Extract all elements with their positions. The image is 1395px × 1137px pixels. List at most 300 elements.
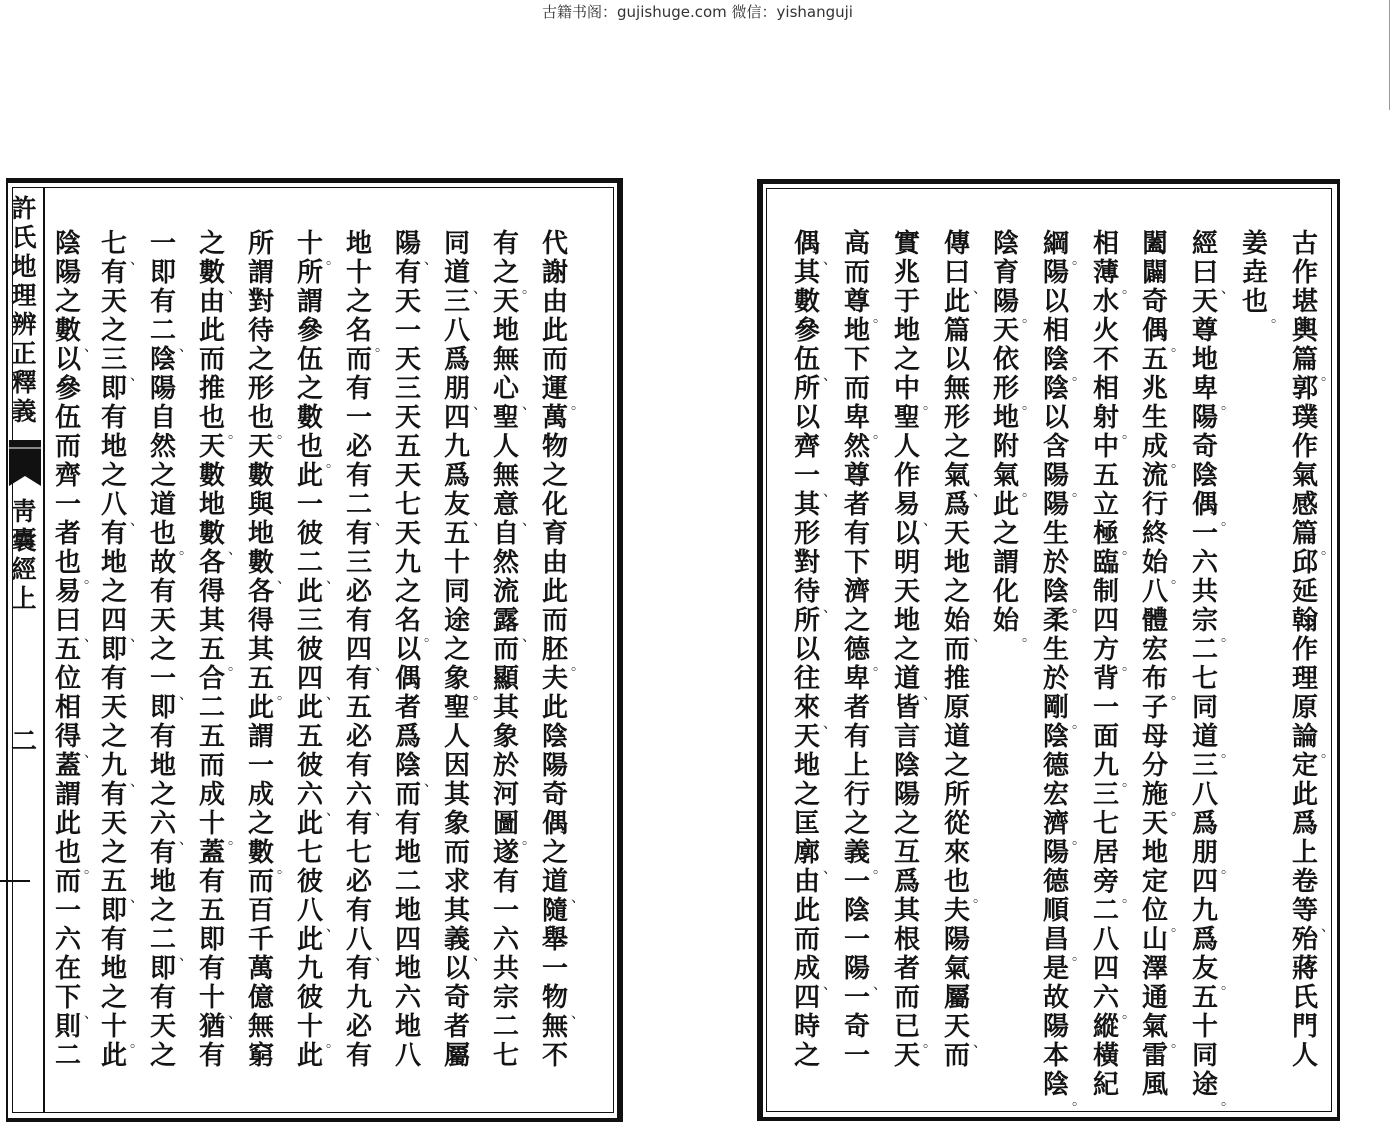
text-column — [92, 229, 144, 1071]
character: 之 — [992, 519, 1019, 549]
character: 有 — [149, 287, 176, 317]
character: 育 — [541, 519, 568, 549]
character: 氏 — [11, 223, 37, 252]
character: 道 、 — [541, 867, 585, 906]
character: 彼 — [296, 751, 323, 781]
character: 此 — [296, 1041, 323, 1071]
character: 即 — [149, 258, 176, 288]
character: 陰 — [1042, 374, 1069, 404]
character: 名 。 — [394, 606, 438, 645]
character: 義 — [11, 397, 37, 426]
character: 齊 — [793, 432, 820, 462]
character: 推 — [943, 664, 970, 694]
character: 七 、 — [100, 229, 144, 268]
character: 其 — [793, 258, 820, 288]
character: 九 、 — [100, 751, 144, 790]
character: 行 — [843, 780, 870, 810]
character: 十 。 — [296, 229, 340, 268]
punctuation-mark: 。 — [277, 687, 291, 703]
character: 而 — [54, 432, 81, 462]
character: 齊 — [54, 461, 81, 491]
character: 有 — [149, 577, 176, 607]
text-column — [435, 229, 487, 1071]
character: 四 — [443, 403, 470, 433]
character: 二 、 — [296, 548, 340, 587]
character: 一 — [296, 490, 323, 520]
character: 共 — [1191, 577, 1218, 607]
character: 爲 — [394, 722, 421, 752]
character: 有 — [345, 1041, 372, 1071]
character: 八 — [1141, 577, 1168, 607]
punctuation-mark: 、 — [923, 513, 937, 529]
character: 然 — [843, 432, 870, 462]
text-column — [239, 229, 291, 1071]
character: 一 — [492, 896, 519, 926]
character: 此 — [943, 287, 970, 317]
character: 四 — [1191, 867, 1218, 897]
character: 言 — [893, 722, 920, 752]
character: 有 — [394, 258, 421, 288]
character: 之 — [100, 461, 127, 491]
character: 地 — [345, 229, 372, 259]
character: 奇 — [1141, 287, 1168, 317]
punctuation-mark: 、 — [522, 397, 536, 413]
character: 二 — [492, 1012, 519, 1042]
character: 而 — [541, 345, 568, 375]
character: 六 、 — [345, 780, 389, 819]
character: 經 — [11, 555, 37, 584]
character: 天 — [149, 1012, 176, 1042]
character: 象 — [443, 809, 470, 839]
character: 無 — [492, 461, 519, 491]
character: 形 — [793, 519, 820, 549]
character: 有 — [345, 896, 372, 926]
character: 五 — [394, 432, 421, 462]
character: 形 — [943, 403, 970, 433]
character: 五 。 — [198, 635, 242, 674]
punctuation-mark: 、 — [375, 948, 389, 964]
punctuation-mark: 、 — [823, 977, 837, 993]
character: 成 、 — [793, 954, 837, 993]
character: 有 — [198, 1041, 225, 1071]
character: 原 — [1291, 693, 1318, 723]
character: 有 — [843, 722, 870, 752]
punctuation-mark: 、 — [375, 513, 389, 529]
character: 理 — [11, 281, 37, 310]
character: 由 — [541, 287, 568, 317]
character: 七 — [345, 838, 372, 868]
character: 蔣 — [1291, 954, 1318, 984]
punctuation-mark: 、 — [823, 368, 837, 384]
character: 互 — [893, 838, 920, 868]
character: 有 — [100, 925, 127, 955]
character: 陽 。 — [992, 287, 1036, 326]
character: 氣 — [943, 954, 970, 984]
character: 陽 — [1191, 403, 1218, 433]
character: 有 — [100, 780, 127, 810]
text-column — [984, 229, 1036, 645]
character: 已 。 — [893, 1012, 937, 1051]
character: 億 — [247, 983, 274, 1013]
character: 之 — [893, 635, 920, 665]
character: 之 — [843, 606, 870, 636]
punctuation-mark: 、 — [923, 687, 937, 703]
character: 一 — [247, 751, 274, 781]
character: 五 、 — [100, 867, 144, 906]
character: 風 — [1141, 1070, 1168, 1100]
character: 中 。 — [893, 374, 937, 413]
character: 人 — [443, 722, 470, 752]
character: 六 、 — [296, 780, 340, 819]
character: 七 — [1191, 664, 1218, 694]
punctuation-mark: 。 — [1122, 1006, 1136, 1022]
character: 待 — [247, 316, 274, 346]
character: 有 — [394, 809, 421, 839]
character: 水 — [1092, 287, 1119, 317]
character: 爲 — [943, 490, 970, 520]
punctuation-mark: 、 — [873, 977, 887, 993]
character: 而 — [843, 258, 870, 288]
punctuation-mark: 、 — [473, 948, 487, 964]
character: 自 — [492, 519, 519, 549]
character: 爲 — [1291, 809, 1318, 839]
punctuation-mark: 。 — [923, 397, 937, 413]
character: 之 — [100, 316, 127, 346]
character: 於 — [1042, 664, 1069, 694]
character: 有 — [345, 664, 372, 694]
punctuation-mark: 。 — [522, 281, 536, 297]
character: 者 — [54, 519, 81, 549]
character: 生 — [1042, 635, 1069, 665]
punctuation-mark: 。 — [1022, 310, 1036, 326]
character: 之 — [793, 1041, 820, 1071]
character: 姜 — [1241, 229, 1268, 259]
character: 正 — [11, 339, 37, 368]
character: 通 — [1141, 983, 1168, 1013]
character: 陰 — [893, 751, 920, 781]
character: 紀 — [1092, 1070, 1119, 1100]
character: 陰 。 — [1042, 577, 1086, 616]
character: 氣 、 — [943, 461, 987, 500]
character: 此 — [296, 809, 323, 839]
character: 彼 — [296, 519, 323, 549]
character: 許 — [11, 194, 37, 223]
character: 偶 。 — [1191, 490, 1235, 529]
punctuation-mark: 。 — [424, 629, 438, 645]
text-column — [835, 229, 887, 1071]
character: 得 — [247, 606, 274, 636]
character: 爲 — [893, 867, 920, 897]
character: 而 — [443, 838, 470, 868]
character: 有 — [345, 461, 372, 491]
character: 中 — [1092, 432, 1119, 462]
character: 而 — [345, 345, 372, 375]
character: 成 — [198, 780, 225, 810]
character: 所 — [793, 606, 820, 636]
character: 數 — [296, 403, 323, 433]
character: 則 — [54, 1012, 81, 1042]
character: 五 — [443, 519, 470, 549]
character: 本 — [1042, 1041, 1069, 1071]
character: 以 — [1042, 287, 1069, 317]
character: 四 — [394, 925, 421, 955]
character: 因 — [443, 751, 470, 781]
character: 體 — [1141, 606, 1168, 636]
punctuation-mark: 、 — [326, 687, 340, 703]
character: 謂 — [54, 780, 81, 810]
character: 之 — [541, 461, 568, 491]
character: 釋 — [11, 368, 37, 397]
character: 含 — [1042, 432, 1069, 462]
character: 氣 。 — [1141, 1012, 1185, 1051]
character: 皆 — [893, 693, 920, 723]
character: 途 — [443, 606, 470, 636]
punctuation-mark: 、 — [84, 629, 98, 645]
character: 地 — [247, 519, 274, 549]
character: 此 — [198, 316, 225, 346]
character: 六 — [394, 983, 421, 1013]
character: 上 — [843, 751, 870, 781]
character: 也 。 — [296, 432, 340, 471]
punctuation-mark: 。 — [228, 426, 242, 442]
character: 途 。 — [1191, 1070, 1235, 1109]
character: 三 — [345, 548, 372, 578]
character: 人 — [492, 432, 519, 462]
character: 九 — [296, 954, 323, 984]
character: 而 — [793, 925, 820, 955]
character: 必 — [345, 1012, 372, 1042]
punctuation-mark: 、 — [473, 281, 487, 297]
character: 下 — [843, 345, 870, 375]
character: 化 — [992, 577, 1019, 607]
character: 面 — [1092, 722, 1119, 752]
character: 有 — [492, 867, 519, 897]
character: 之 — [943, 432, 970, 462]
punctuation-mark: 、 — [571, 890, 585, 906]
text-column — [190, 229, 242, 1071]
character: 以 — [54, 345, 81, 375]
character: 對 — [247, 287, 274, 317]
character: 施 。 — [1141, 780, 1185, 819]
character: 一 — [541, 954, 568, 984]
punctuation-mark: 、 — [84, 1006, 98, 1022]
character: 尊 。 — [843, 287, 887, 326]
character: 謂 — [992, 548, 1019, 578]
character: 廓 、 — [793, 838, 837, 877]
punctuation-mark: 。 — [1022, 629, 1036, 645]
punctuation-mark: 。 — [571, 658, 585, 674]
character: 友 、 — [443, 490, 487, 529]
punctuation-mark: 。 — [277, 861, 291, 877]
character: 運 。 — [541, 374, 585, 413]
character: 地 — [1191, 345, 1218, 375]
character: 有 — [198, 867, 225, 897]
character: 六 — [492, 925, 519, 955]
character: 於 — [1042, 548, 1069, 578]
character: 露 、 — [492, 606, 536, 645]
character: 此 — [247, 693, 274, 723]
punctuation-mark: 。 — [1022, 484, 1036, 500]
punctuation-mark: 、 — [375, 658, 389, 674]
character: 有 — [100, 403, 127, 433]
character: 者 — [843, 693, 870, 723]
character: 有 — [149, 838, 176, 868]
character: 之 — [541, 838, 568, 868]
character: 陽 — [943, 925, 970, 955]
character: 極 。 — [1092, 519, 1136, 558]
character: 同 — [1191, 1041, 1218, 1071]
character: 四 、 — [296, 664, 340, 703]
character: 遂 — [492, 838, 519, 868]
character: 同 — [443, 577, 470, 607]
character: 也 。 — [1241, 287, 1285, 326]
character: 橫 — [1092, 1041, 1119, 1071]
character: 地 — [394, 838, 421, 868]
character: 而 — [541, 606, 568, 636]
character: 也 。 — [943, 867, 987, 906]
character: 天 — [793, 722, 820, 752]
character: 等 、 — [1291, 896, 1335, 935]
character: 陰 — [149, 345, 176, 375]
punctuation-mark: 、 — [823, 600, 837, 616]
character: 陰 — [843, 896, 870, 926]
punctuation-mark: 。 — [571, 397, 585, 413]
character: 天 — [943, 519, 970, 549]
character: 十 — [345, 258, 372, 288]
character: 即 — [100, 896, 127, 926]
character: 三 — [443, 287, 470, 317]
character: 八 — [1092, 925, 1119, 955]
character: 六 — [1191, 548, 1218, 578]
character: 三 、 — [100, 345, 144, 384]
character: 無 — [492, 345, 519, 375]
character: 陰 — [1042, 722, 1069, 752]
character: 此 — [1291, 780, 1318, 810]
character: 由 — [541, 548, 568, 578]
punctuation-mark: 。 — [1221, 397, 1235, 413]
character: 天 — [394, 461, 421, 491]
character: 必 — [345, 867, 372, 897]
punctuation-mark: 。 — [873, 861, 887, 877]
character: 一 — [843, 867, 870, 897]
character: 六 — [54, 925, 81, 955]
character: 剛 。 — [1042, 693, 1086, 732]
character: 九 — [394, 548, 421, 578]
punctuation-mark: 、 — [522, 513, 536, 529]
character: 陽 、 — [843, 954, 887, 993]
punctuation-mark: 。 — [1171, 571, 1185, 587]
character: 也 。 — [149, 519, 193, 558]
character: 之 — [198, 229, 225, 259]
character: 來 、 — [793, 693, 837, 732]
character: 意 、 — [492, 490, 536, 529]
character: 之 。 — [492, 258, 536, 297]
character: 而 — [943, 635, 970, 665]
punctuation-mark: 、 — [326, 571, 340, 587]
character: 之 — [100, 722, 127, 752]
page-number: 二 — [10, 727, 37, 757]
character: 根 — [893, 925, 920, 955]
character: 順 — [1042, 896, 1069, 926]
character: 相 — [1092, 374, 1119, 404]
character: 篇 — [943, 316, 970, 346]
character: 地 — [149, 751, 176, 781]
character: 縱 — [1092, 1012, 1119, 1042]
character: 三 — [296, 606, 323, 636]
character: 奇 — [1191, 432, 1218, 462]
edge-tick-line — [0, 880, 30, 882]
character: 薄 。 — [1092, 258, 1136, 297]
character: 旁 。 — [1092, 867, 1136, 906]
character: 十 、 — [198, 983, 242, 1022]
character: 無 — [247, 1012, 274, 1042]
character: 行 — [1141, 490, 1168, 520]
character: 而 — [893, 983, 920, 1013]
punctuation-mark: 。 — [1072, 1093, 1086, 1109]
punctuation-mark: 。 — [1122, 658, 1136, 674]
character: 此 — [793, 896, 820, 926]
character: 一 — [843, 983, 870, 1013]
text-column — [386, 229, 438, 1071]
punctuation-mark: 。 — [277, 426, 291, 442]
punctuation-mark: 。 — [873, 310, 887, 326]
punctuation-mark: 、 — [130, 252, 144, 268]
punctuation-mark: 。 — [1122, 542, 1136, 558]
character: 聖 — [492, 403, 519, 433]
character: 地 — [100, 548, 127, 578]
character: 也 。 — [54, 838, 98, 877]
character: 延 — [1291, 577, 1318, 607]
character: 尊 — [1191, 316, 1218, 346]
character: 以 — [793, 403, 820, 433]
text-column — [533, 229, 585, 1071]
character: 萬 — [247, 954, 274, 984]
character: 同 — [1191, 693, 1218, 723]
character: 昌 。 — [1042, 925, 1086, 964]
character: 五 — [198, 722, 225, 752]
punctuation-mark: 。 — [179, 542, 193, 558]
character: 之 — [443, 635, 470, 665]
character: 舉 — [541, 925, 568, 955]
character: 生 — [1042, 519, 1069, 549]
character: 道 、 — [443, 258, 487, 297]
punctuation-mark: 、 — [130, 774, 144, 790]
character: 地 — [843, 316, 870, 346]
character: 天 、 — [943, 1012, 987, 1051]
character: 七 — [492, 1041, 519, 1071]
character: 靑 — [11, 497, 37, 526]
character: 卷 — [1291, 867, 1318, 897]
character: 其 — [492, 693, 519, 723]
character: 伍 — [54, 403, 81, 433]
character: 各 — [247, 577, 274, 607]
punctuation-mark: 。 — [130, 1035, 144, 1051]
character: 母 — [1141, 722, 1168, 752]
punctuation-mark: 、 — [84, 745, 98, 761]
character: 陽 — [54, 258, 81, 288]
character: 上 — [1291, 838, 1318, 868]
character: 一 — [394, 316, 421, 346]
character: 十 。 — [100, 1012, 144, 1051]
punctuation-mark: 。 — [873, 426, 887, 442]
character: 名 。 — [345, 316, 389, 355]
character: 兆 — [1141, 374, 1168, 404]
character: 始 。 — [992, 606, 1036, 645]
character: 是 — [1042, 954, 1069, 984]
character: 天 — [394, 287, 421, 317]
watermark-header: 古籍书阁：gujishuge.com 微信：yishanguji — [542, 3, 853, 21]
character: 有 — [198, 954, 225, 984]
